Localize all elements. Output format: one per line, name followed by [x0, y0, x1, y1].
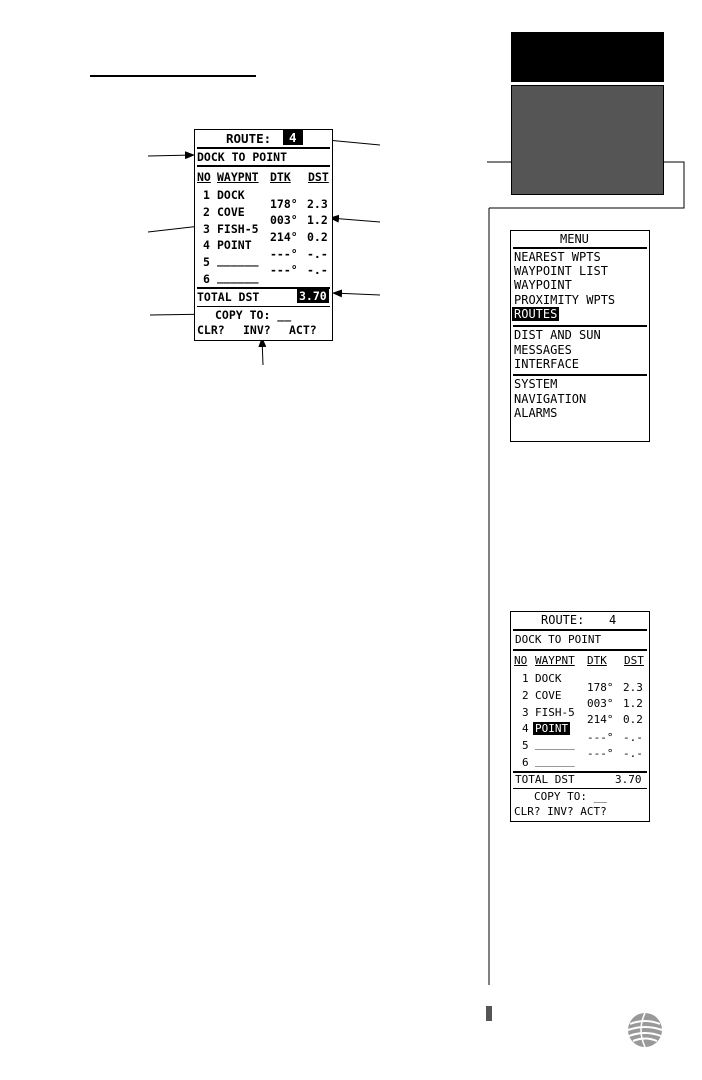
- row-no: 4: [522, 722, 529, 735]
- invert-action: INV?: [243, 323, 271, 337]
- row-no: 6: [522, 756, 529, 769]
- route-number: 4: [283, 130, 303, 145]
- menu-item: WAYPOINT LIST: [514, 264, 608, 278]
- menu-item: SYSTEM: [514, 377, 558, 391]
- activate-action: ACT?: [289, 323, 317, 337]
- row-waypoint: DOCK: [535, 672, 562, 685]
- row-waypoint: ______: [217, 253, 259, 267]
- leg-dst: 0.2: [307, 230, 328, 244]
- route-screen-small: [510, 611, 650, 822]
- row-waypoint: ______: [535, 737, 575, 750]
- action-prompts: CLR? INV? ACT?: [514, 805, 607, 818]
- leg-dst: -.-: [623, 731, 643, 744]
- leg-dst: -.-: [307, 263, 328, 277]
- clear-action: CLR?: [197, 323, 225, 337]
- leg-dst: 1.2: [307, 213, 328, 227]
- copy-to-field: COPY TO: __: [215, 308, 292, 322]
- route-title-label: ROUTE:: [541, 613, 585, 627]
- leg-dtk: 178°: [587, 681, 614, 694]
- total-distance-value: 3.70: [299, 289, 327, 303]
- col-header-dtk: DTK: [270, 170, 291, 184]
- page-marker: [486, 1006, 492, 1021]
- menu-item: MESSAGES: [514, 343, 572, 357]
- col-header-no: NO: [197, 170, 211, 184]
- row-no: 6: [203, 272, 210, 286]
- menu-title: MENU: [560, 232, 589, 246]
- menu-item: ALARMS: [514, 406, 558, 420]
- leg-dst: 2.3: [307, 197, 328, 211]
- col-header-dtk: DTK: [587, 654, 607, 667]
- row-waypoint-selected: POINT: [535, 722, 569, 735]
- row-waypoint: COVE: [217, 205, 245, 219]
- col-header-dst: DST: [624, 654, 644, 667]
- leg-dtk: 178°: [270, 197, 298, 211]
- menu-item: NAVIGATION: [514, 392, 587, 406]
- leg-dtk: ---°: [587, 731, 614, 744]
- globe-logo-icon: [625, 1010, 665, 1050]
- leg-dtk: ---°: [270, 263, 298, 277]
- row-no: 4: [203, 238, 210, 252]
- route-screen: [194, 129, 333, 341]
- tab-header-gray: [511, 85, 664, 195]
- menu-item: INTERFACE: [514, 357, 580, 371]
- row-no: 3: [203, 222, 210, 236]
- leg-dst: 1.2: [623, 697, 643, 710]
- row-waypoint: ______: [535, 754, 575, 767]
- menu-item: DIST AND SUN: [514, 328, 601, 342]
- row-no: 1: [522, 672, 529, 685]
- leg-dtk: 214°: [587, 713, 614, 726]
- row-waypoint: FISH-5: [217, 222, 259, 236]
- arrow-actions: [262, 338, 263, 365]
- col-header-dst: DST: [308, 170, 329, 184]
- row-waypoint: POINT: [217, 238, 252, 252]
- row-waypoint: ______: [217, 270, 259, 284]
- col-header-waypoint: WAYPNT: [217, 170, 259, 184]
- leg-dtk: 214°: [270, 230, 298, 244]
- row-waypoint: DOCK: [217, 188, 245, 202]
- leg-dtk: 003°: [587, 697, 614, 710]
- row-no: 5: [522, 739, 529, 752]
- menu-item: NEAREST WPTS: [514, 250, 601, 264]
- route-comment: DOCK TO POINT: [197, 150, 288, 164]
- leg-dtk: 003°: [270, 213, 298, 227]
- menu-item-selected: ROUTES: [514, 307, 558, 321]
- route-comment: DOCK TO POINT: [515, 633, 602, 646]
- leg-dtk: ---°: [270, 247, 298, 261]
- leg-dst: 0.2: [623, 713, 643, 726]
- menu-screen: [510, 230, 650, 442]
- total-distance-label: TOTAL DST: [515, 773, 575, 786]
- arrow-total-distance: [333, 293, 380, 295]
- row-waypoint: FISH-5: [535, 706, 575, 719]
- menu-item: WAYPOINT: [514, 278, 572, 292]
- copy-to-field: COPY TO: __: [534, 790, 607, 803]
- arrow-leg-distance: [330, 218, 380, 222]
- menu-item: PROXIMITY WPTS: [514, 293, 616, 307]
- row-no: 2: [203, 205, 210, 219]
- col-header-waypoint: WAYPNT: [535, 654, 575, 667]
- arrow-comment: [148, 155, 194, 156]
- row-waypoint: COVE: [535, 689, 562, 702]
- col-header-no: NO: [514, 654, 528, 667]
- leg-dtk: ---°: [587, 747, 614, 760]
- leg-dst: -.-: [307, 247, 328, 261]
- tab-header-black: [511, 32, 664, 82]
- row-no: 3: [522, 706, 529, 719]
- leg-dst: 2.3: [623, 681, 643, 694]
- row-no: 2: [522, 689, 529, 702]
- leg-dst: -.-: [623, 747, 643, 760]
- route-number: 4: [609, 613, 617, 627]
- row-no: 5: [203, 255, 210, 269]
- total-distance-label: TOTAL DST: [197, 290, 260, 304]
- route-title-label: ROUTE:: [226, 131, 272, 146]
- row-no: 1: [203, 188, 210, 202]
- total-distance-value: 3.70: [615, 773, 642, 786]
